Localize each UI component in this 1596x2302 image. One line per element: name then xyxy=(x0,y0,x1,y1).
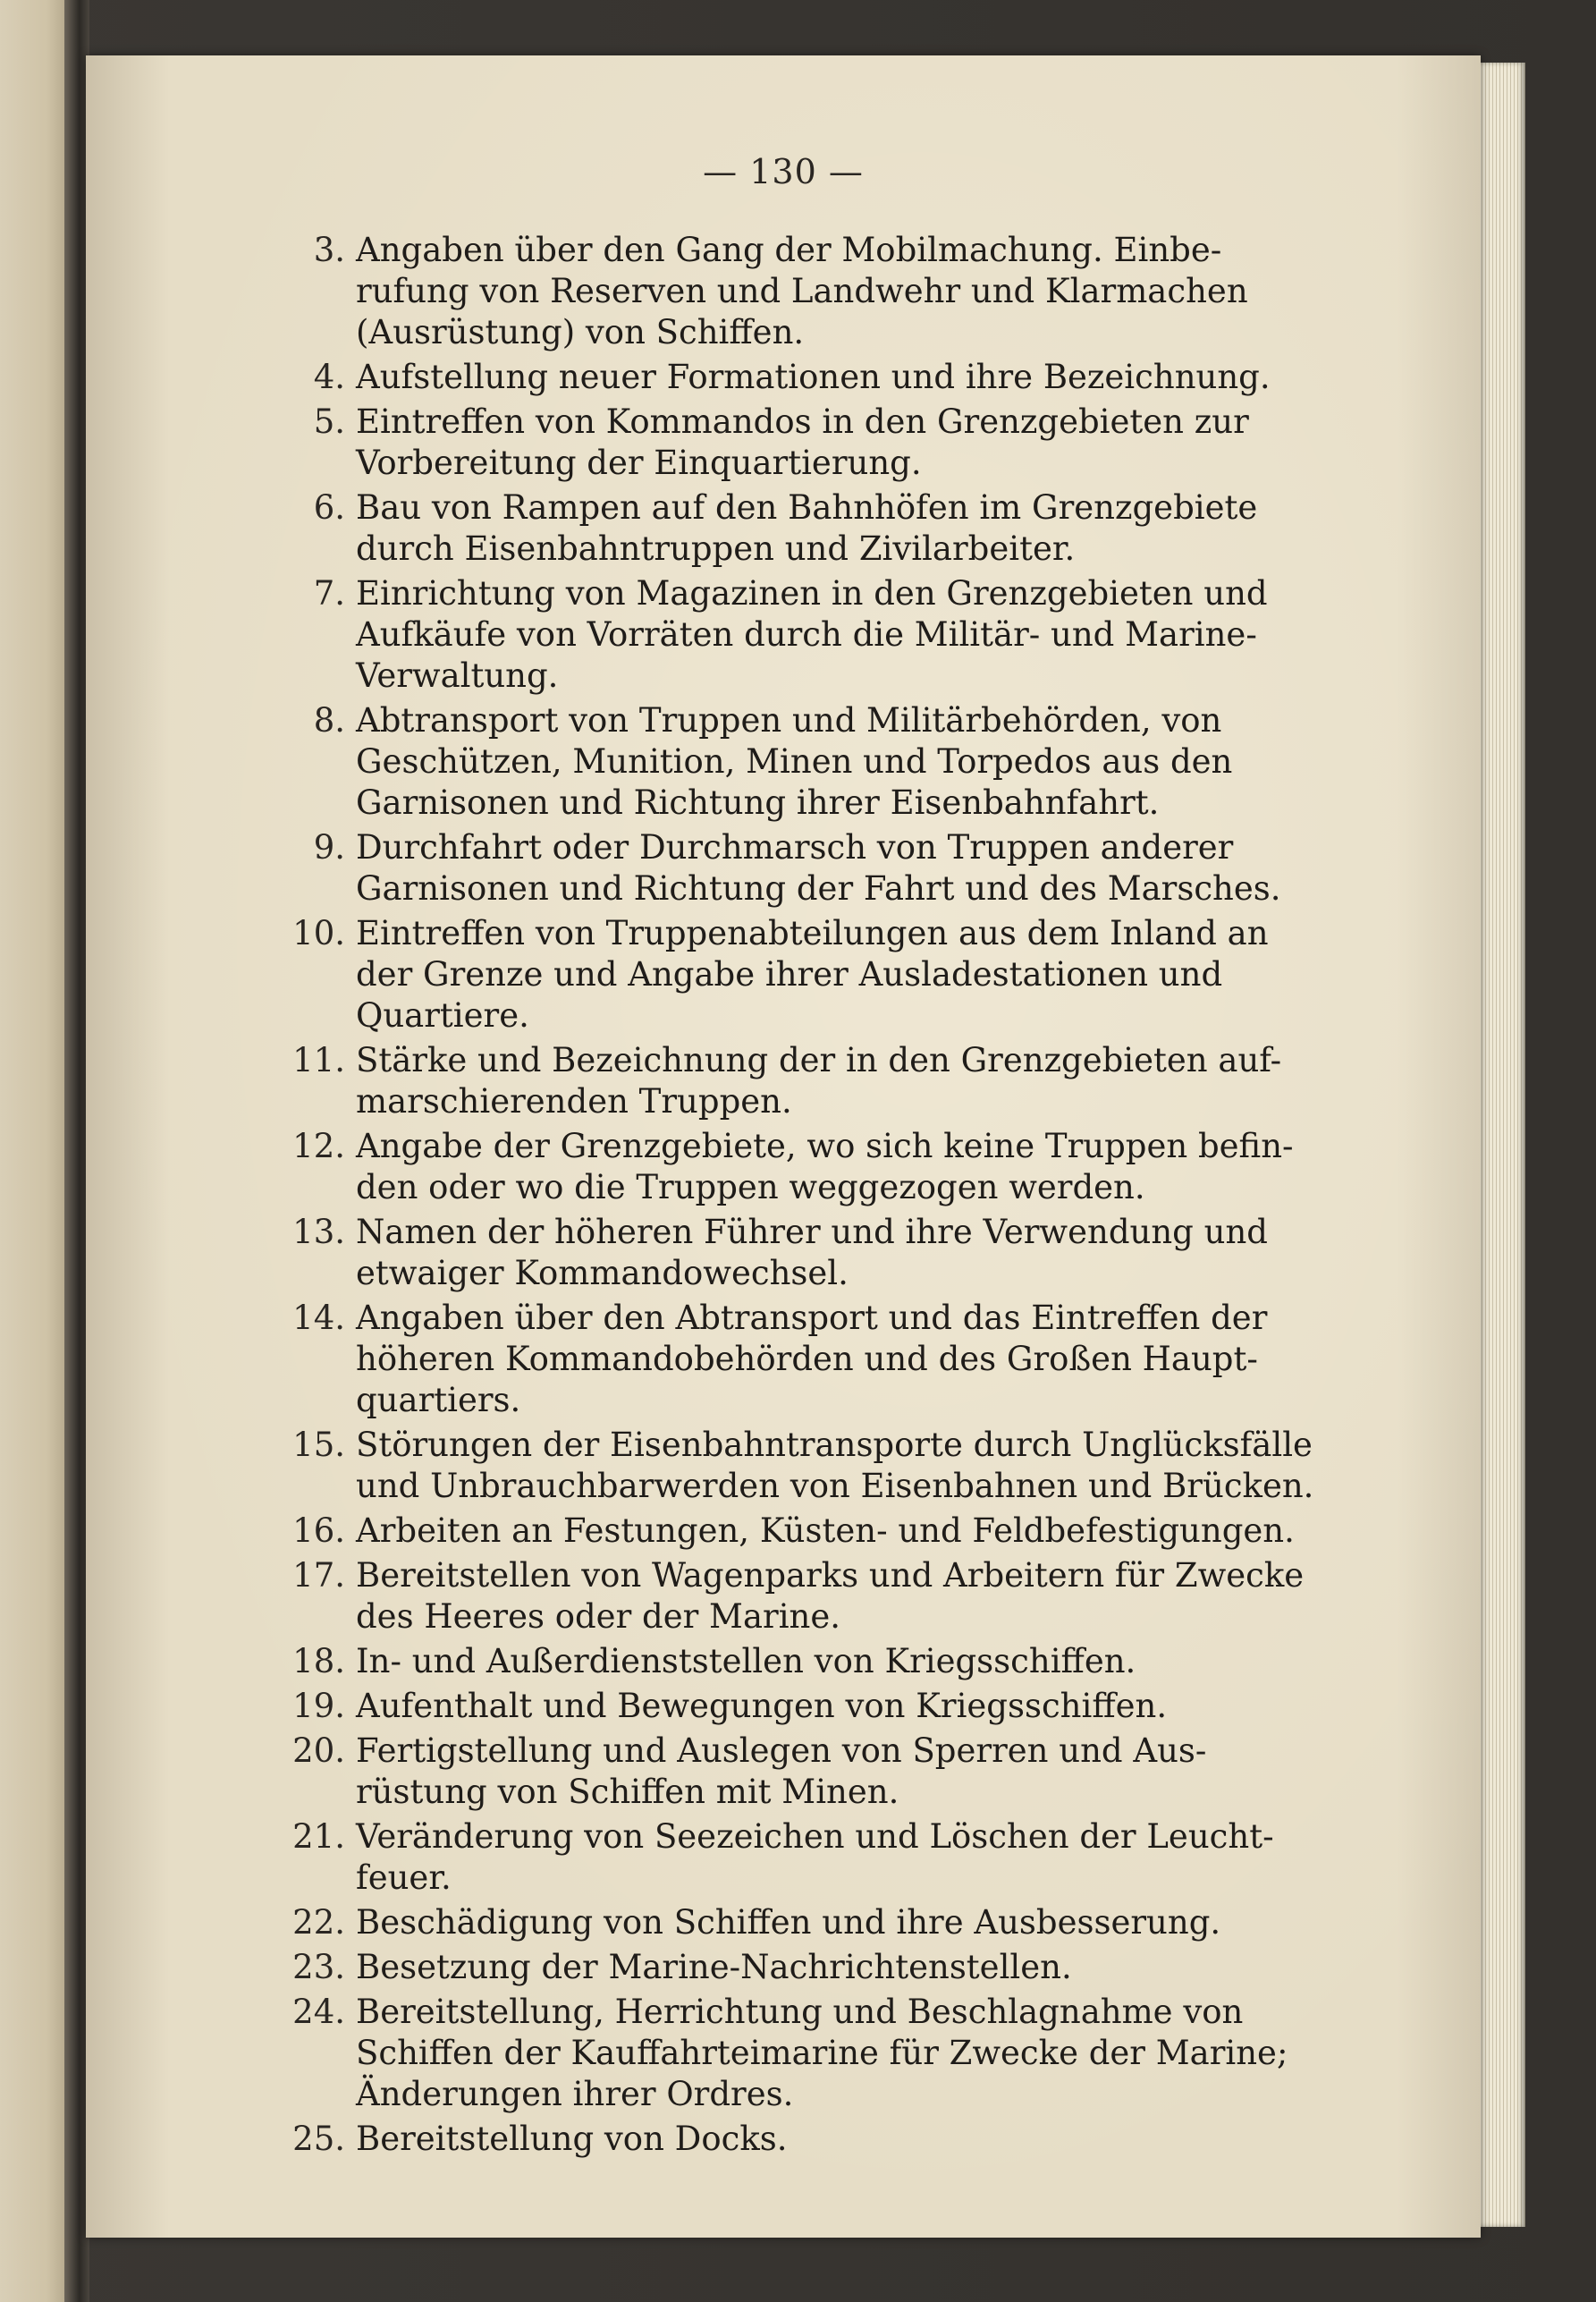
list-item xyxy=(86,1511,1481,1552)
list-item xyxy=(86,402,1481,484)
item-number: 19. xyxy=(292,1687,345,1725)
item-number: 25. xyxy=(292,2120,345,2158)
item-text xyxy=(356,1126,1294,1208)
text-line: Geschützen, Munition, Minen und Torpedos aus den xyxy=(356,742,1233,781)
text-line: Beschädigung von Schiffen und ihre Ausbesserung. xyxy=(356,1903,1221,1942)
item-text xyxy=(356,1425,1314,1507)
text-line: rüstung von Schiffen mit Minen. xyxy=(356,1773,899,1811)
text-line: Angabe der Grenzgebiete, wo sich keine Truppen befin- xyxy=(356,1127,1294,1165)
list-item xyxy=(86,1992,1481,2115)
text-line: Aufstellung neuer Formationen und ihre Bezeichnung. xyxy=(356,358,1271,396)
text-line: Stärke und Bezeichnung der in den Grenzgebieten auf- xyxy=(356,1041,1282,1079)
item-number: 11. xyxy=(292,1041,345,1079)
text-line: Bau von Rampen auf den Bahnhöfen im Grenzgebiete xyxy=(356,488,1258,527)
list-item xyxy=(86,2119,1481,2160)
item-text xyxy=(356,1686,1263,1727)
list-item xyxy=(86,487,1481,570)
list-item xyxy=(86,1641,1481,1682)
text-line: Aufkäufe von Vorräten durch die Militär- und Marine- xyxy=(356,615,1257,654)
item-number: 6. xyxy=(313,488,345,527)
text-line: Aufenthalt und Bewegungen von Kriegsschiffen. xyxy=(356,1687,1168,1725)
text-line: Angaben über den Gang der Mobilmachung. Einbe- xyxy=(356,231,1222,269)
item-number: 5. xyxy=(313,402,345,441)
text-line: der Grenze und Angabe ihrer Ausladestationen und xyxy=(356,955,1223,994)
text-line: Eintreffen von Truppenabteilungen aus dem Inland an xyxy=(356,914,1269,952)
text-line: Veränderung von Seezeichen und Löschen der Leucht- xyxy=(356,1817,1274,1856)
text-line: Namen der höheren Führer und ihre Verwendung und xyxy=(356,1213,1268,1251)
item-text xyxy=(356,1902,1263,1943)
text-line: Änderungen ihrer Ordres. xyxy=(356,2075,794,2113)
page-stack-edge xyxy=(1475,63,1525,2227)
text-line: Garnisonen und Richtung ihrer Eisenbahnfahrt. xyxy=(356,783,1160,822)
item-text xyxy=(356,1298,1268,1421)
item-number: 12. xyxy=(292,1127,345,1165)
text-line: Arbeiten an Festungen, Küsten- und Feldbefestigungen. xyxy=(356,1511,1295,1550)
item-text xyxy=(356,573,1268,697)
list-item xyxy=(86,1040,1481,1122)
item-number: 13. xyxy=(292,1213,345,1251)
list-item xyxy=(86,1126,1481,1208)
text-line: etwaiger Kommandowechsel. xyxy=(356,1254,849,1292)
list-item xyxy=(86,1816,1481,1899)
list-item xyxy=(86,230,1481,353)
text-line: (Ausrüstung) von Schiffen. xyxy=(356,313,805,351)
text-line: Bereitstellung, Herrichtung und Beschlagnahme von xyxy=(356,1993,1244,2031)
text-line: Besetzung der Marine-Nachrichtenstellen. xyxy=(356,1948,1072,1986)
numbered-list xyxy=(86,230,1481,2163)
list-item xyxy=(86,1212,1481,1294)
item-number: 7. xyxy=(313,574,345,613)
list-item xyxy=(86,1947,1481,1988)
item-number: 20. xyxy=(292,1731,345,1770)
list-item xyxy=(86,357,1481,398)
item-text xyxy=(356,2119,1263,2160)
list-item xyxy=(86,1555,1481,1638)
left-page-edge xyxy=(0,0,67,2302)
text-line: Eintreffen von Kommandos in den Grenzgebieten zur xyxy=(356,402,1249,441)
list-item xyxy=(86,700,1481,824)
text-line: Vorbereitung der Einquartierung. xyxy=(356,444,922,482)
text-line: Fertigstellung und Auslegen von Sperren und Aus- xyxy=(356,1731,1207,1770)
text-line: höheren Kommandobehörden und des Großen Haupt- xyxy=(356,1340,1258,1378)
text-line: den oder wo die Truppen weggezogen werden. xyxy=(356,1168,1145,1206)
text-line: Bereitstellung von Docks. xyxy=(356,2120,788,2158)
item-text xyxy=(356,1816,1274,1899)
item-text xyxy=(356,1992,1288,2115)
item-number: 3. xyxy=(313,231,345,269)
item-text xyxy=(356,1555,1305,1638)
text-line: feuer. xyxy=(356,1858,452,1897)
item-number: 17. xyxy=(292,1556,345,1595)
text-line: Quartiere. xyxy=(356,996,529,1035)
text-line: und Unbrauchbarwerden von Eisenbahnen und Brücken. xyxy=(356,1467,1314,1505)
text-line: Verwaltung. xyxy=(356,656,559,695)
list-item xyxy=(86,913,1481,1037)
text-line: Schiffen der Kauffahrteimarine für Zwecke der Marine; xyxy=(356,2034,1288,2072)
page-number: — 130 — xyxy=(703,152,864,191)
text-line: Störungen der Eisenbahntransporte durch Unglücksfälle xyxy=(356,1426,1313,1464)
page xyxy=(86,55,1481,2238)
item-text xyxy=(356,913,1269,1037)
text-line: In- und Außerdienststellen von Kriegsschiffen. xyxy=(356,1642,1136,1680)
text-line: des Heeres oder der Marine. xyxy=(356,1597,841,1636)
list-item xyxy=(86,1686,1481,1727)
list-item xyxy=(86,1902,1481,1943)
text-line: quartiers. xyxy=(356,1381,521,1419)
item-text xyxy=(356,1511,1295,1552)
item-number: 15. xyxy=(292,1426,345,1464)
text-line: Durchfahrt oder Durchmarsch von Truppen anderer xyxy=(356,828,1234,867)
item-text xyxy=(356,487,1263,570)
item-number: 4. xyxy=(313,358,345,396)
item-text xyxy=(356,1947,1263,1988)
text-line: Angaben über den Abtransport und das Eintreffen der xyxy=(356,1299,1268,1337)
item-text xyxy=(356,700,1263,824)
text-line: Garnisonen und Richtung der Fahrt und des Marsches. xyxy=(356,869,1281,908)
list-item xyxy=(86,827,1481,910)
item-text xyxy=(356,402,1263,484)
item-text xyxy=(356,1040,1282,1122)
list-item xyxy=(86,1425,1481,1507)
item-text xyxy=(356,827,1281,910)
text-line: Abtransport von Truppen und Militärbehörden, von xyxy=(356,701,1222,740)
item-number: 8. xyxy=(313,701,345,740)
item-text xyxy=(356,1731,1263,1813)
text-line: durch Eisenbahntruppen und Zivilarbeiter. xyxy=(356,529,1076,568)
text-line: Einrichtung von Magazinen in den Grenzgebieten und xyxy=(356,574,1268,613)
text-line: marschierenden Truppen. xyxy=(356,1082,792,1121)
list-item xyxy=(86,1298,1481,1421)
item-text xyxy=(356,1212,1268,1294)
item-text xyxy=(356,230,1263,353)
text-line: rufung von Reserven und Landwehr und Klarmachen xyxy=(356,272,1248,310)
item-number: 22. xyxy=(292,1903,345,1942)
item-text xyxy=(356,1641,1263,1682)
list-item xyxy=(86,1731,1481,1813)
list-item xyxy=(86,573,1481,697)
item-number: 16. xyxy=(292,1511,345,1550)
item-number: 14. xyxy=(292,1299,345,1337)
item-number: 18. xyxy=(292,1642,345,1680)
item-number: 23. xyxy=(292,1948,345,1986)
item-number: 9. xyxy=(313,828,345,867)
item-number: 24. xyxy=(292,1993,345,2031)
text-line: Bereitstellen von Wagenparks und Arbeitern für Zwecke xyxy=(356,1556,1305,1595)
item-text xyxy=(356,357,1271,398)
item-number: 21. xyxy=(292,1817,345,1856)
item-number: 10. xyxy=(292,914,345,952)
